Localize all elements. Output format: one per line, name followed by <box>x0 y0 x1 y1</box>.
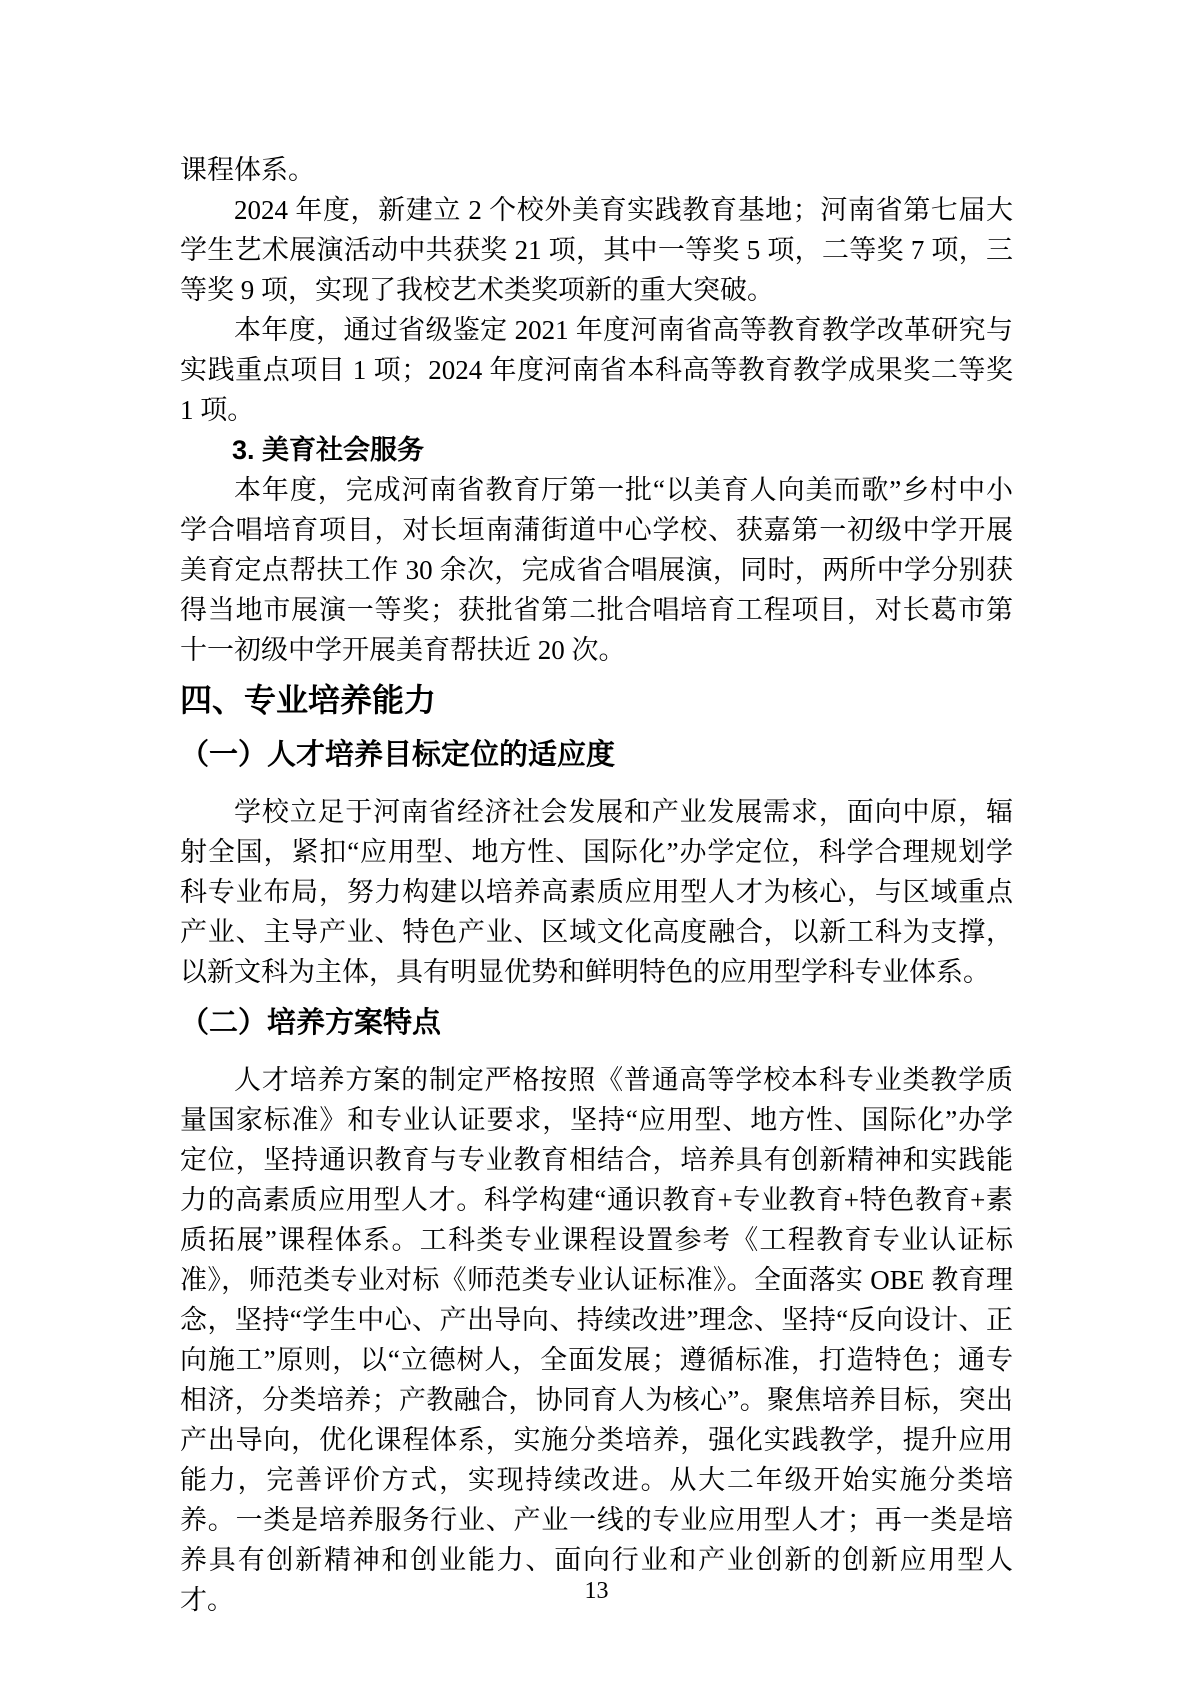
page-number: 13 <box>584 1578 609 1604</box>
heading-section4-professional-training-capacity: 四、专业培养能力 <box>180 682 437 718</box>
paragraph-training-program-details: 人才培养方案的制定严格按照《普通高等学校本科专业类教学质量国家标准》和专业认证要求，坚持“应用型、地方性、国际化”办学定位，坚持通识教育与专业教育相结合，培养具有创新精神和实践能力的高素质应用型人才。科学构建“通识教育+专业教育+特色教育+素质拓展”课程体系。工科类专业课程设置参考《工程教育专业认证标准》，师范类专业对标《师范类专业认证标准》。全面落实 OBE 教育理念，坚持“学生中心、产出导向、持续改进”理念、坚持“反向设计、正向施工”原则，以“立德树人，全面发展；遵循标准，打造特色；通专相济，分类培养；产教融合，协同育人为核心”。聚焦培养目标，突出产出导向，优化课程体系，实施分类培养，强化实践教学，提升应用能力，完善评价方式，实现持续改进。从大二年级开始实施分类培养。一类是培养服务行业、产业一线的专业应用型人才；再一类是培养具有创新精神和创业能力、面向行业和产业创新的创新应用型人才。 <box>180 1065 1013 1615</box>
paragraph-choral-support-program: 本年度，完成河南省教育厅第一批“以美育人向美而歌”乡村中小学合唱培育项目，对长垣南蒲街道中心学校、获嘉第一初级中学开展美育定点帮扶工作 30 余次，完成省合唱展演，同时，两所中学分别获得当地市展演一等奖；获批省第二批合唱培育工程项目，对长葛市第十一初级中学开展美育帮扶近 20 次。 <box>180 475 1013 665</box>
heading-aesthetic-education-social-service: 3. 美育社会服务 <box>232 435 425 465</box>
paragraph-school-positioning: 学校立足于河南省经济社会发展和产业发展需求，面向中原，辐射全国，紧扣“应用型、地方性、国际化”办学定位，科学合理规划学科专业布局，努力构建以培养高素质应用型人才为核心，与区域重点产业、主导产业、特色产业、区域文化高度融合，以新工科为支撑，以新文科为主体，具有明显优势和鲜明特色的应用型学科专业体系。 <box>180 797 1013 987</box>
paragraph-2024-art-bases-awards: 2024 年度，新建立 2 个校外美育实践教育基地；河南省第七届大学生艺术展演活动中共获奖 21 项，其中一等奖 5 项，二等奖 7 项，三等奖 9 项，实现了我校艺术类奖项新的重大突破。 <box>180 195 1013 305</box>
heading-sub2-training-program-features: （二）培养方案特点 <box>180 1007 442 1039</box>
paragraph-curriculum-system-continuation: 课程体系。 <box>180 155 315 185</box>
paragraph-provincial-project-awards: 本年度，通过省级鉴定 2021 年度河南省高等教育教学改革研究与实践重点项目 1 项；2024 年度河南省本科高等教育教学成果奖二等奖 1 项。 <box>180 315 1013 425</box>
heading-sub1-talent-training-goal-fit: （一）人才培养目标定位的适应度 <box>180 739 616 771</box>
document-body <box>180 150 1013 1620</box>
